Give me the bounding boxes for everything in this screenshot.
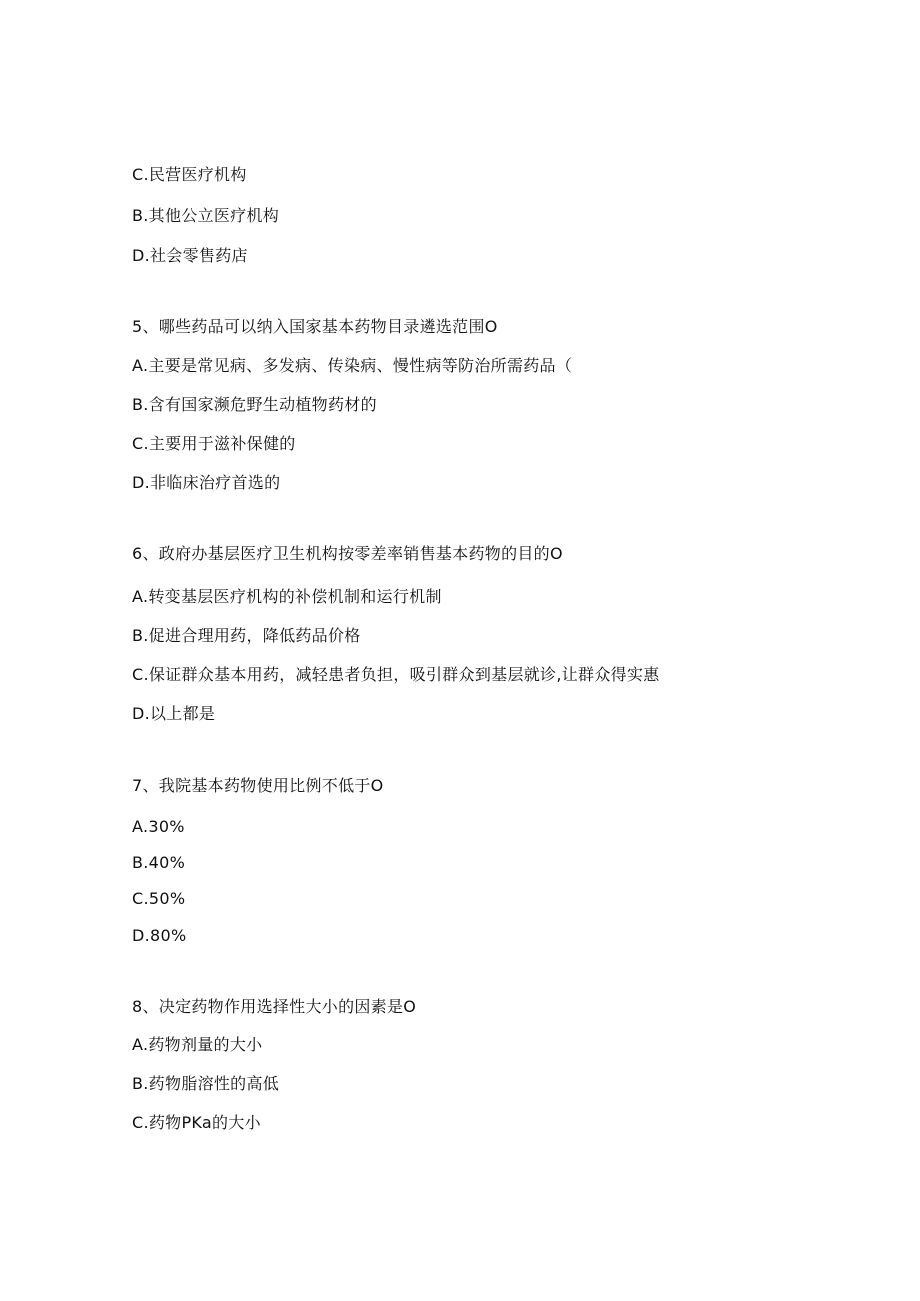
option-text: C.民营医疗机构: [132, 165, 247, 184]
option-text: D.非临床治疗首选的: [132, 473, 281, 492]
option-text: A.主要是常见病、多发病、传染病、慢性病等防治所需药品（: [132, 356, 573, 375]
option-text: C.保证群众基本用药，减轻患者负担，吸引群众到基层就诊,让群众得实惠: [132, 665, 660, 684]
question-stem: 5、哪些药品可以纳入国家基本药物目录遴选范围O: [132, 317, 498, 336]
option-text: C.药物PKa的大小: [132, 1113, 261, 1132]
question-stem: 8、决定药物作用选择性大小的因素是O: [132, 997, 417, 1016]
option-text: B.促进合理用药，降低药品价格: [132, 626, 361, 645]
option-text: C.主要用于滋补保健的: [132, 434, 296, 453]
option-text: A.药物剂量的大小: [132, 1035, 263, 1054]
option-text: B.40%: [132, 853, 186, 872]
option-text: D.社会零售药店: [132, 246, 248, 265]
option-text: B.其他公立医疗机构: [132, 206, 280, 225]
option-text: D.以上都是: [132, 704, 216, 723]
question-stem: 6、政府办基层医疗卫生机构按零差率销售基本药物的目的O: [132, 544, 563, 563]
option-text: A.30%: [132, 817, 185, 836]
option-text: A.转变基层医疗机构的补偿机制和运行机制: [132, 587, 442, 606]
option-text: D.80%: [132, 926, 187, 945]
option-text: B.药物脂溶性的高低: [132, 1074, 280, 1093]
option-text: B.含有国家濒危野生动植物药材的: [132, 395, 377, 414]
option-text: C.50%: [132, 889, 186, 908]
question-stem: 7、我院基本药物使用比例不低于O: [132, 776, 384, 795]
